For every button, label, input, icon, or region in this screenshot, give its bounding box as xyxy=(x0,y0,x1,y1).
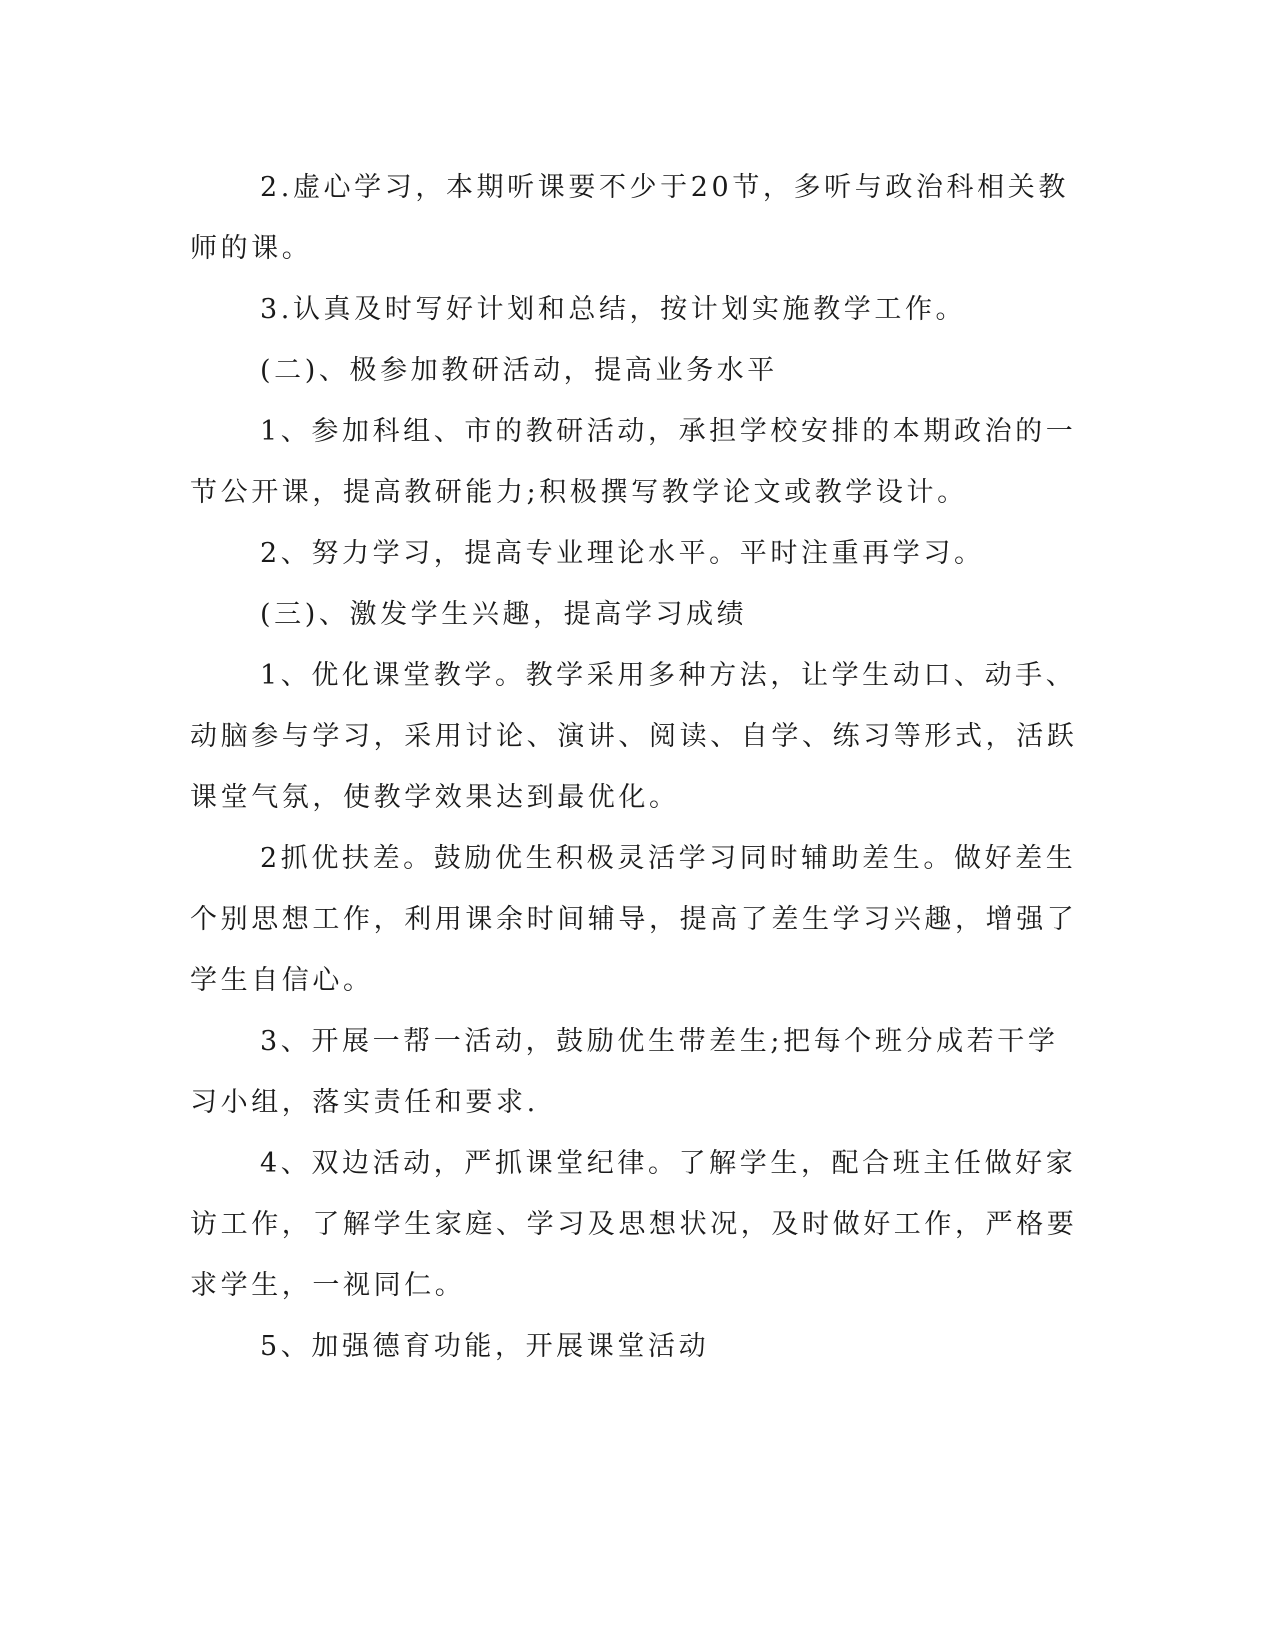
section-heading-interest: (三)、激发学生兴趣，提高学习成绩 xyxy=(260,599,748,630)
paragraph-theory-study: 2、努力学习，提高专业理论水平。平时注重再学习。 xyxy=(260,538,985,569)
section-heading-research: (二)、极参加教研活动，提高业务水平 xyxy=(260,355,778,386)
paragraph-listening-goal: 2.虚心学习，本期听课要不少于20节，多听与政治科相关教师的课。 xyxy=(190,172,1069,264)
paragraph-support-weak-students: 2抓优扶差。鼓励优生积极灵活学习同时辅助差生。做好差生个别思想工作，利用课余时间辅导，提高了差生学习兴趣，增强了学生自信心。 xyxy=(190,843,1078,996)
paragraph-plan-summary: 3.认真及时写好计划和总结，按计划实施教学工作。 xyxy=(260,294,967,325)
paragraph-optimize-teaching: 1、优化课堂教学。教学采用多种方法，让学生动口、动手、动脑参与学习，采用讨论、演讲、阅读、自学、练习等形式，活跃课堂气氛，使教学效果达到最优化。 xyxy=(190,660,1078,813)
document-body xyxy=(190,157,1085,1377)
paragraph-research-activities: 1、参加科组、市的教研活动，承担学校安排的本期政治的一节公开课，提高教研能力;积极撰写教学论文或教学设计。 xyxy=(190,416,1077,508)
paragraph-mentoring-groups: 3、开展一帮一活动，鼓励优生带差生;把每个班分成若干学习小组，落实责任和要求. xyxy=(190,1026,1059,1118)
paragraph-classroom-discipline: 4、双边活动，严抓课堂纪律。了解学生，配合班主任做好家访工作，了解学生家庭、学习及思想状况，及时做好工作，严格要求学生，一视同仁。 xyxy=(190,1148,1078,1301)
paragraph-moral-education: 5、加强德育功能，开展课堂活动 xyxy=(260,1331,710,1362)
